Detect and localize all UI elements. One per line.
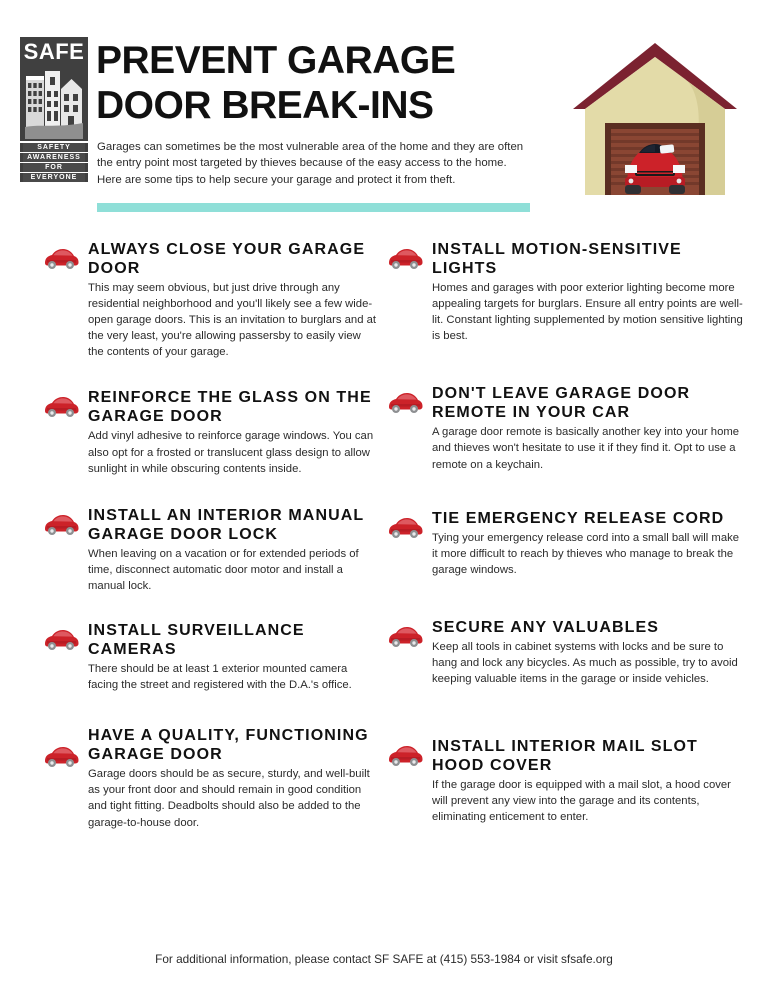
intro-paragraph: Garages can sometimes be the most vulnerable area of the home and they are often the entry point most targeted by thieves because of the easy access to the home. Here are some tips to help secure your garage and protect it from theft. [97, 141, 524, 186]
logo-badge [20, 37, 88, 141]
car-bullet-icon [386, 624, 424, 648]
tip-title: TIE EMERGENCY RELEASE CORD [432, 509, 725, 527]
tip-body: Keep all tools in cabinet systems with locks and be sure to hang and lock any bicycles. As much as possible, try to avoid keeping valuable items in the garage or inside vehicles. [432, 640, 738, 686]
car-bullet-icon [386, 390, 424, 414]
car-bullet-icon [386, 246, 424, 270]
car-bullet-icon [386, 515, 424, 539]
sf-safe-logo [20, 37, 88, 179]
logo-tagline-line-4: EVERYONE [20, 173, 88, 182]
tip-body: Tying your emergency release cord into a small ball will make it more difficult to reach by thieves who manage to break the garage windows. [432, 531, 740, 576]
tip-item [378, 240, 746, 344]
logo-tagline-line-3: FOR [20, 163, 88, 172]
car-bullet-icon [42, 246, 80, 270]
tip-title: INSTALL AN INTERIOR MANUAL GARAGE DOOR LOCK [88, 506, 364, 543]
tip-title: DON'T LEAVE GARAGE DOOR REMOTE IN YOUR CAR [432, 385, 691, 422]
tip-body: Garage doors should be as secure, sturdy, and well-built as your front door and should remain in good condition and tight fitting. Deadbolts should also be added to the garage-to-house door. [88, 768, 370, 829]
tip-item [38, 506, 378, 594]
tip-title: HAVE A QUALITY, FUNCTIONING GARAGE DOOR [88, 727, 369, 764]
logo-buildings-icon [25, 67, 83, 139]
tip-item [38, 388, 378, 476]
tip-title: INSTALL SURVEILLANCE CAMERAS [88, 622, 305, 659]
tip-item [378, 509, 746, 578]
tip-body: A garage door remote is basically another key into your home and thieves won't hesitate to use it if they find it. Opt to use a remote on a keychain. [432, 426, 740, 471]
tip-item [378, 384, 746, 472]
logo-tagline-line-2: AWARENESS [20, 153, 88, 162]
tip-body: When leaving on a vacation or for extended periods of time, disconnect automatic door motor and install a manual lock. [88, 547, 359, 592]
tip-title: SECURE ANY VALUABLES [432, 618, 660, 636]
car-bullet-icon [42, 512, 80, 536]
tip-body: This may seem obvious, but just drive through any residential neighborhood and you'll likely see a few wide-open garage doors. This is an invitation to burglars and at the very least, you're allowing passersby to easily view the contents of your garage. [88, 282, 377, 359]
tip-title: ALWAYS CLOSE YOUR GARAGE DOOR [88, 241, 366, 277]
footer-contact: For additional information, please contact SF SAFE at (415) 553-1984 or visit sfsafe.org [155, 952, 613, 966]
tip-body: Homes and garages with poor exterior lighting become more appealing targets for burglars. Ensure all entry points are well-lit. Constant lighting supplemented by motion sensitive lighting is best. [432, 282, 743, 343]
logo-tagline-line-1: SAFETY [20, 143, 88, 152]
car-bullet-icon [42, 394, 80, 418]
garage-illustration [565, 35, 745, 205]
tip-item [378, 737, 746, 825]
page-title [96, 38, 556, 128]
car-bullet-icon [42, 627, 80, 651]
page-header [0, 0, 768, 222]
car-bullet-icon [42, 744, 80, 768]
tip-item [38, 240, 378, 360]
tip-item [38, 621, 378, 693]
tip-title: INSTALL INTERIOR MAIL SLOT HOOD COVER [432, 738, 698, 775]
tip-item [378, 618, 746, 687]
tip-title: INSTALL MOTION-SENSITIVE LIGHTS [432, 241, 682, 277]
page-title-line-1: PREVENT GARAGE [96, 39, 456, 82]
tips-column-right [378, 240, 746, 850]
logo-wordmark: SAFE [23, 39, 85, 64]
tip-body: If the garage door is equipped with a mail slot, a hood cover will prevent any view into the garage and its contents, eliminating enticement to enter. [432, 779, 731, 824]
tip-item [38, 726, 378, 830]
car-bullet-icon [386, 743, 424, 767]
tip-body: Add vinyl adhesive to reinforce garage windows. You can also opt for a frosted or translucent glass design to allow sunlight in while obscuring contents inside. [88, 430, 374, 475]
tips-column-left [38, 240, 378, 855]
teal-divider [97, 203, 530, 212]
tip-body: There should be at least 1 exterior mounted camera facing the street and registered with the D.A.'s office. [88, 663, 352, 692]
page-title-line-2: DOOR BREAK-INS [96, 84, 434, 127]
tip-title: REINFORCE THE GLASS ON THE GARAGE DOOR [88, 389, 372, 426]
logo-tagline [20, 143, 88, 182]
